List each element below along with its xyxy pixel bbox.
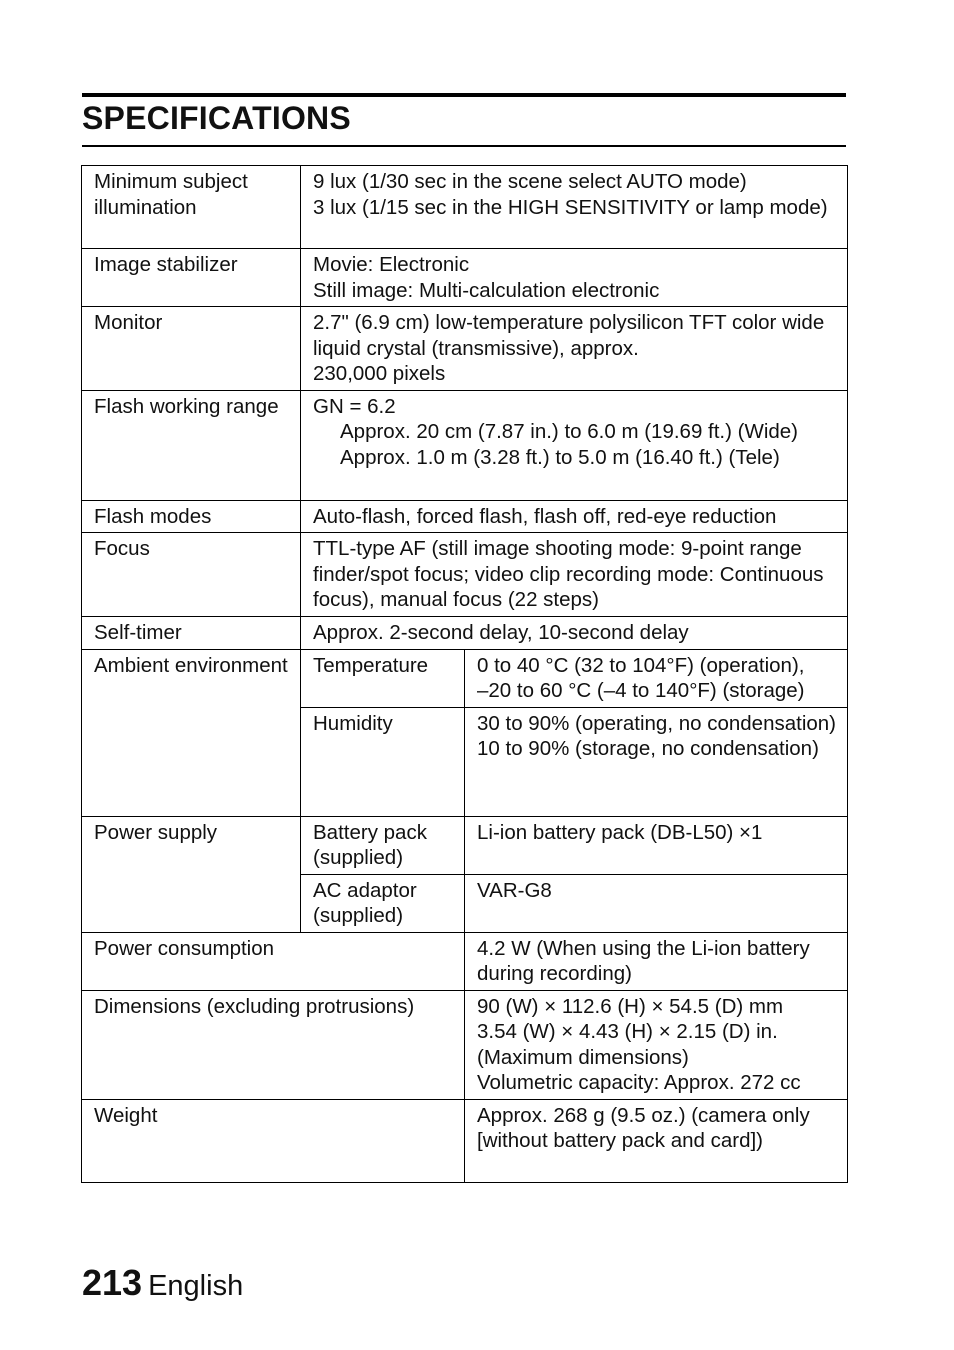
spec-line: 3.54 (W) × 4.43 (H) × 2.15 (D) in. <box>477 1020 778 1043</box>
spec-line: Approx. 20 cm (7.87 in.) to 6.0 m (19.69 ft.) (Wide) <box>340 420 799 443</box>
specifications-table <box>81 165 848 1183</box>
spec-label-power-supply: Power supply <box>82 816 301 932</box>
page-number: 213 <box>82 1262 143 1303</box>
table-row <box>82 533 848 617</box>
spec-value-battery: Li-ion battery pack (DB-L50) ×1 <box>465 816 848 874</box>
spec-value-monitor <box>301 307 848 391</box>
page-title: SPECIFICATIONS <box>82 100 351 136</box>
spec-sublabel-humidity: Humidity <box>301 707 465 816</box>
table-row <box>82 932 848 990</box>
page-footer <box>82 1262 243 1304</box>
spec-value-min-illumination <box>301 166 848 249</box>
spec-label-power-consumption: Power consumption <box>82 932 465 990</box>
spec-value-image-stabilizer <box>301 249 848 307</box>
spec-value-dimensions <box>465 990 848 1099</box>
spec-line: 9 lux (1/30 sec in the scene select AUTO mode) <box>313 170 747 193</box>
spec-line: 3 lux (1/15 sec in the HIGH SENSITIVITY or lamp mode) <box>313 195 828 219</box>
table-row <box>82 166 848 249</box>
table-row <box>82 500 848 533</box>
table-row <box>82 249 848 307</box>
spec-sublabel-temperature: Temperature <box>301 649 465 707</box>
table-row <box>82 1099 848 1182</box>
spec-sublabel-ac-adaptor: AC adaptor (supplied) <box>301 874 465 932</box>
spec-line: 0 to 40 °C (32 to 104°F) (operation), <box>477 653 805 677</box>
table-row <box>82 816 848 874</box>
header-top-rule <box>82 93 846 97</box>
spec-value-flash-modes: Auto-flash, forced flash, flash off, red-eye reduction <box>301 500 848 533</box>
spec-line: 30 to 90% (operating, no condensation) <box>477 711 837 735</box>
table-row <box>82 390 848 500</box>
table-row <box>82 616 848 649</box>
spec-label-weight: Weight <box>82 1099 465 1182</box>
spec-label-flash-range: Flash working range <box>82 390 301 500</box>
spec-label-image-stabilizer: Image stabilizer <box>82 249 301 307</box>
spec-line: Movie: Electronic <box>313 253 470 276</box>
spec-line: Still image: Multi-calculation electronic <box>313 278 660 302</box>
spec-sublabel-battery: Battery pack (supplied) <box>301 816 465 874</box>
spec-value-flash-range <box>301 390 848 500</box>
spec-value-weight: Approx. 268 g (9.5 oz.) (camera only [without battery pack and card]) <box>465 1099 848 1182</box>
language-label: English <box>148 1270 244 1302</box>
spec-value-ac-adaptor: VAR-G8 <box>465 874 848 932</box>
spec-value-power-consumption: 4.2 W (When using the Li-ion battery during recording) <box>465 932 848 990</box>
spec-value-self-timer: Approx. 2-second delay, 10-second delay <box>301 616 848 649</box>
spec-line: Volumetric capacity: Approx. 272 cc <box>477 1071 801 1094</box>
spec-label-flash-modes: Flash modes <box>82 500 301 533</box>
spec-line: GN = 6.2 <box>313 394 396 418</box>
spec-line: 10 to 90% (storage, no condensation) <box>477 737 819 760</box>
spec-line: Approx. 1.0 m (3.28 ft.) to 5.0 m (16.40 ft.) (Tele) <box>340 445 780 469</box>
spec-label-monitor: Monitor <box>82 307 301 391</box>
spec-line: (Maximum dimensions) <box>477 1045 689 1069</box>
spec-label-dimensions: Dimensions (excluding protrusions) <box>82 990 465 1099</box>
spec-line: 90 (W) × 112.6 (H) × 54.5 (D) mm <box>477 994 784 1018</box>
spec-value-focus: TTL-type AF (still image shooting mode: 9-point range finder/spot focus; video clip recording mode: Continuous focus), manual focus (22 steps) <box>301 533 848 617</box>
table-row <box>82 307 848 391</box>
spec-line: 2.7" (6.9 cm) low-temperature polysilicon TFT color wide liquid crystal (transmissive), approx. <box>313 311 825 360</box>
spec-value-temperature <box>465 649 848 707</box>
spec-label-self-timer: Self-timer <box>82 616 301 649</box>
spec-value-humidity <box>465 707 848 816</box>
table-row <box>82 649 848 707</box>
spec-label-ambient: Ambient environment <box>82 649 301 816</box>
spec-line: –20 to 60 °C (–4 to 140°F) (storage) <box>477 679 805 702</box>
spec-label-focus: Focus <box>82 533 301 617</box>
spec-line: 230,000 pixels <box>313 362 446 385</box>
header-bottom-rule <box>82 145 846 147</box>
table-row <box>82 990 848 1099</box>
spec-label-min-illumination: Minimum subject illumination <box>82 166 301 249</box>
